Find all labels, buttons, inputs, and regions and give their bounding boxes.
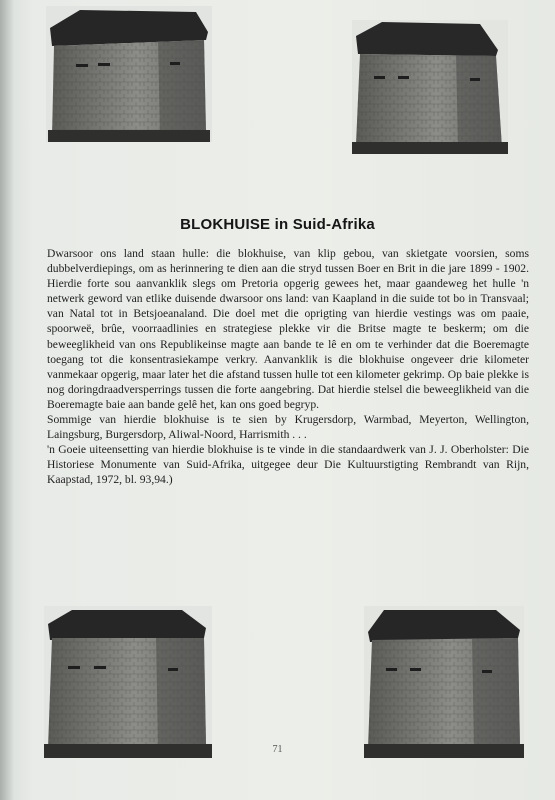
spine-shadow bbox=[0, 0, 14, 800]
paragraph-reference: 'n Goeie uiteensetting van hierdie blokhuise is te vinde in die standaardwerk van J. J. Oberholster: Die Historiese Monumente van Suid-Afrika, uitgegee deur Die Kultuurstigting Rembrandt van Rijn, Kaapstad, 1972, bl. 93,94.) bbox=[47, 443, 529, 487]
article-body bbox=[47, 246, 529, 488]
blockhouse-photo-bottom-left bbox=[44, 606, 212, 758]
page-number: 71 bbox=[272, 744, 283, 755]
paragraph-locations: Sommige van hierdie blokhuise is te sien by Krugersdorp, Warmbad, Meyerton, Wellington, Laingsburg, Burgersdorp, Aliwal-Noord, Harrismith . . . bbox=[47, 413, 529, 442]
article-title: BLOKHUISE in Suid-Afrika bbox=[180, 216, 375, 233]
blockhouse-photo-top-left bbox=[46, 6, 212, 142]
blockhouse-photo-bottom-right bbox=[364, 606, 524, 758]
paragraph-intro: Dwarsoor ons land staan hulle: die blokhuise, van klip gebou, van skietgate voorsien, soms dubbelverdiepings, om as herinnering te dien aan die stryd tussen Boer en Brit in die jare 1899 - 1902. Hierdie forte sou aanvanklik slegs om Pretoria opgerig gewees het, maar gaandeweg het hulle 'n netwerk geword van etlike duisende dwarsoor ons land: van Kaapland in die suide tot bo in Transvaal; van Natal tot in Betsjoeanaland. Die doel met die oprigting van hierdie vestings was om paaie, spoorweë, brûe, voorraadlinies en strategiese plekke vir die Britse magte te beskerm; om die beweeglikheid van ons Republikeinse magte aan bande te lê en om te verhinder dat die Boeremagte toegang tot die konsentrasiekampe verkry. Aanvanklik is die blokhuise ongeveer drie kilometer vanmekaar opgerig, maar later het die afstand tussen hulle tot een kilometer gekrimp. Op baie plekke is nog doringdraadversperrings tussen die forte aangebring. Dat hierdie stelsel die beweeglikheid van die Boeremagte baie aan bande gelê het, kan ons goed begryp. bbox=[47, 247, 529, 411]
blockhouse-photo-top-right bbox=[352, 20, 508, 154]
